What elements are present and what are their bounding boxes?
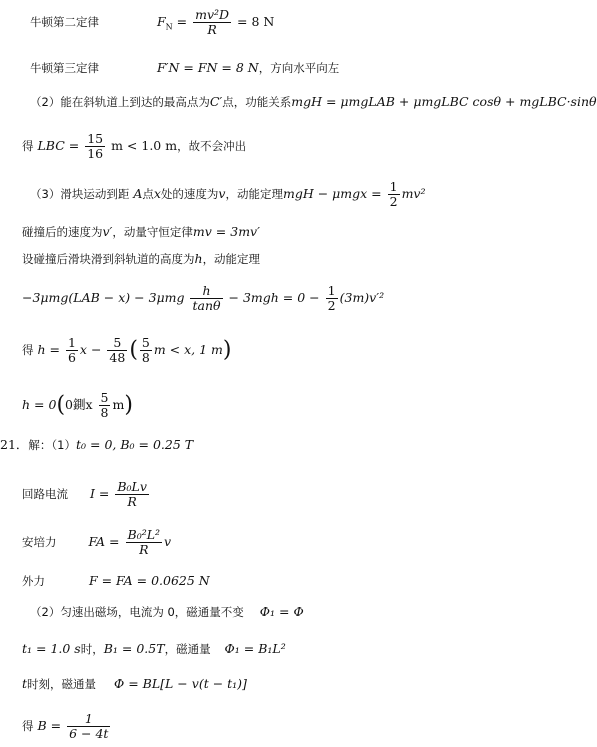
- moment-flux-text: 时刻，磁通量: [27, 677, 97, 691]
- equation-part-a: −3μmg(LAB − x) − 3μmg: [22, 290, 185, 305]
- t1-value: t₁ = 1.0 s: [22, 641, 81, 656]
- fraction-num: B₀²L²: [127, 527, 161, 542]
- var-h: h: [194, 251, 203, 266]
- fraction-den: 8: [141, 350, 150, 365]
- fraction-den: tanθ: [192, 298, 221, 313]
- fraction-num: B₀Lv: [117, 479, 147, 494]
- flux-formula-1: Φ₁ = B₁L²: [224, 641, 286, 656]
- slide-text: （3）滑块运动到距: [30, 187, 130, 201]
- flux-text: ，磁通量: [164, 642, 211, 656]
- line-t1: [22, 641, 286, 657]
- var-v-prime: v′: [102, 224, 113, 239]
- b-lhs: B =: [37, 718, 62, 733]
- ampere-force-label: 安培力: [22, 535, 57, 549]
- var-v: v: [164, 534, 172, 549]
- de-label: 得: [22, 343, 34, 357]
- newton-third-label: 牛顿第三定律: [30, 61, 99, 75]
- point-a: A: [133, 186, 143, 201]
- fraction-15-16: [85, 132, 105, 161]
- initial-conditions: t₀ = 0, B₀ = 0.25 T: [75, 437, 194, 452]
- fraction-den: 6 − 4t: [69, 726, 109, 741]
- line-ampere-force: [22, 528, 171, 557]
- newton-third-formula: F′N = FN = 8 N: [156, 60, 259, 75]
- fraction-den: R: [139, 542, 149, 557]
- fn-letter: F: [156, 14, 166, 29]
- var-t: t: [22, 676, 28, 691]
- part2-text: （2）匀速出磁场，电流为 0，磁通量不变: [30, 605, 244, 619]
- line-newton-third: [30, 60, 339, 76]
- fn-symbol: $F_N$ =: [156, 14, 188, 32]
- fraction-num: mv²D: [195, 7, 230, 22]
- fraction-num: 5: [100, 390, 109, 405]
- energy-relation-text: 点，功能关系: [222, 95, 292, 109]
- h-lhs: h =: [37, 342, 60, 357]
- x-minus: x −: [79, 342, 102, 357]
- fraction-num: 1: [67, 335, 76, 350]
- mv-squared: mv²: [401, 186, 426, 201]
- kinetic-formula: mgH − μmgx =: [282, 186, 382, 201]
- fn-sub: N: [165, 22, 173, 32]
- line-b-result: [22, 712, 112, 741]
- kinetic-theorem-text: ，动能定理: [225, 187, 283, 201]
- flux-formula-t: Φ = BL[L − v(t − t₁)]: [114, 676, 247, 691]
- fraction-num: 5: [141, 335, 150, 350]
- highest-point-text: （2）能在斜轨道上到达的最高点为: [30, 95, 210, 109]
- fraction-den: 8: [100, 405, 109, 420]
- momentum-formula: mv = 3mv′: [192, 224, 260, 239]
- line-h-zero: [22, 391, 133, 420]
- fraction-num: 1: [389, 179, 398, 194]
- de-label: 得: [22, 139, 34, 153]
- fraction-num: 1: [327, 283, 336, 298]
- fraction-5-8: [99, 391, 111, 420]
- no-exit-text: ，故不会冲出: [177, 139, 247, 153]
- lbc-inequality: m < 1.0 m: [111, 138, 178, 153]
- line-kinetic-energy-x: [30, 180, 426, 209]
- lbc-lhs: LBC =: [37, 138, 80, 153]
- fraction-den: 48: [109, 350, 126, 365]
- unit-m: m: [112, 397, 125, 412]
- fraction-den: R: [127, 494, 137, 509]
- fraction-num: h: [190, 284, 222, 299]
- momentum-text: ，动量守恒定律: [112, 225, 193, 239]
- de-label: 得: [22, 719, 34, 733]
- open-paren: (: [129, 337, 138, 363]
- var-x: x: [153, 186, 161, 201]
- fraction-half: [326, 284, 338, 313]
- line-height-setup: [22, 251, 260, 267]
- fraction-den: R: [207, 22, 217, 37]
- line-lbc-result: [22, 132, 246, 161]
- line-momentum: [22, 224, 260, 240]
- external-force-label: 外力: [22, 574, 45, 588]
- solution-label: 解：（1）: [28, 438, 76, 452]
- line-newton-second: [30, 8, 274, 37]
- point-text: 点: [142, 187, 154, 201]
- fraction-num: 5: [107, 336, 127, 351]
- newton-second-label: 牛顿第二定律: [30, 15, 99, 29]
- force-lhs: FA =: [88, 534, 120, 549]
- result-8n: = 8 N: [237, 14, 275, 29]
- fraction-b2l2-r: [126, 528, 163, 557]
- close-paren: ): [222, 337, 232, 363]
- line-q21-part1: [0, 437, 193, 453]
- fraction-den: 2: [327, 298, 336, 313]
- time-text: 时，: [80, 642, 104, 656]
- fraction-h-tan: [190, 284, 222, 313]
- close-paren: ): [124, 392, 133, 418]
- h-range: m < x, 1 m: [153, 342, 223, 357]
- fraction-5-48: [107, 336, 127, 365]
- fraction-b-result: [67, 712, 110, 741]
- fraction-den: 2: [389, 194, 398, 209]
- current-lhs: I =: [89, 486, 110, 501]
- point-c-prime: C′: [209, 94, 223, 109]
- fraction-half: [388, 180, 400, 209]
- line-part2: [30, 604, 304, 620]
- var-v: v: [218, 186, 226, 201]
- h-zero: h = 0: [22, 397, 57, 412]
- line-energy-equation: [22, 284, 384, 313]
- flux-equality: Φ₁ = Φ: [259, 604, 304, 619]
- fraction-1-6: [66, 336, 78, 365]
- fraction-5-8: [140, 336, 152, 365]
- fraction-num: 1: [67, 712, 110, 727]
- post-collision-text: 碰撞后的速度为: [22, 225, 103, 239]
- height-setup-text: 设碰撞后滑块滑到斜轨道的高度为: [22, 252, 195, 266]
- open-paren: (: [56, 392, 66, 418]
- energy-formula: mgH = μmgLAB + μmgLBC cosθ + mgLBC·sinθ: [291, 94, 597, 109]
- question-number: 21．: [0, 437, 29, 452]
- equation-part-c: (3m)v′²: [339, 290, 385, 305]
- h-zero-range: 0鍘x: [65, 397, 93, 412]
- b1-value: B₁ = 0.5T: [103, 641, 165, 656]
- line-highest-point: [30, 94, 597, 110]
- external-force-formula: F = FA = 0.0625 N: [88, 573, 210, 588]
- fraction-den: 6: [67, 350, 76, 365]
- newton-third-direction: ，方向水平向左: [258, 61, 340, 75]
- fraction-b0lv-r: [115, 480, 149, 509]
- line-h-solution: [22, 336, 232, 365]
- velocity-text: 处的速度为: [160, 187, 219, 201]
- current-label: 回路电流: [22, 487, 68, 501]
- fraction-den: 16: [87, 146, 104, 161]
- line-current: [22, 480, 151, 509]
- equation-part-b: − 3mgh = 0 −: [228, 290, 320, 305]
- line-external-force: [22, 573, 210, 589]
- line-t-flux: [22, 676, 247, 692]
- kinetic-theorem-text: ，动能定理: [202, 252, 261, 266]
- fraction-num: 15: [87, 131, 104, 146]
- fraction-mv2-r: [193, 8, 231, 37]
